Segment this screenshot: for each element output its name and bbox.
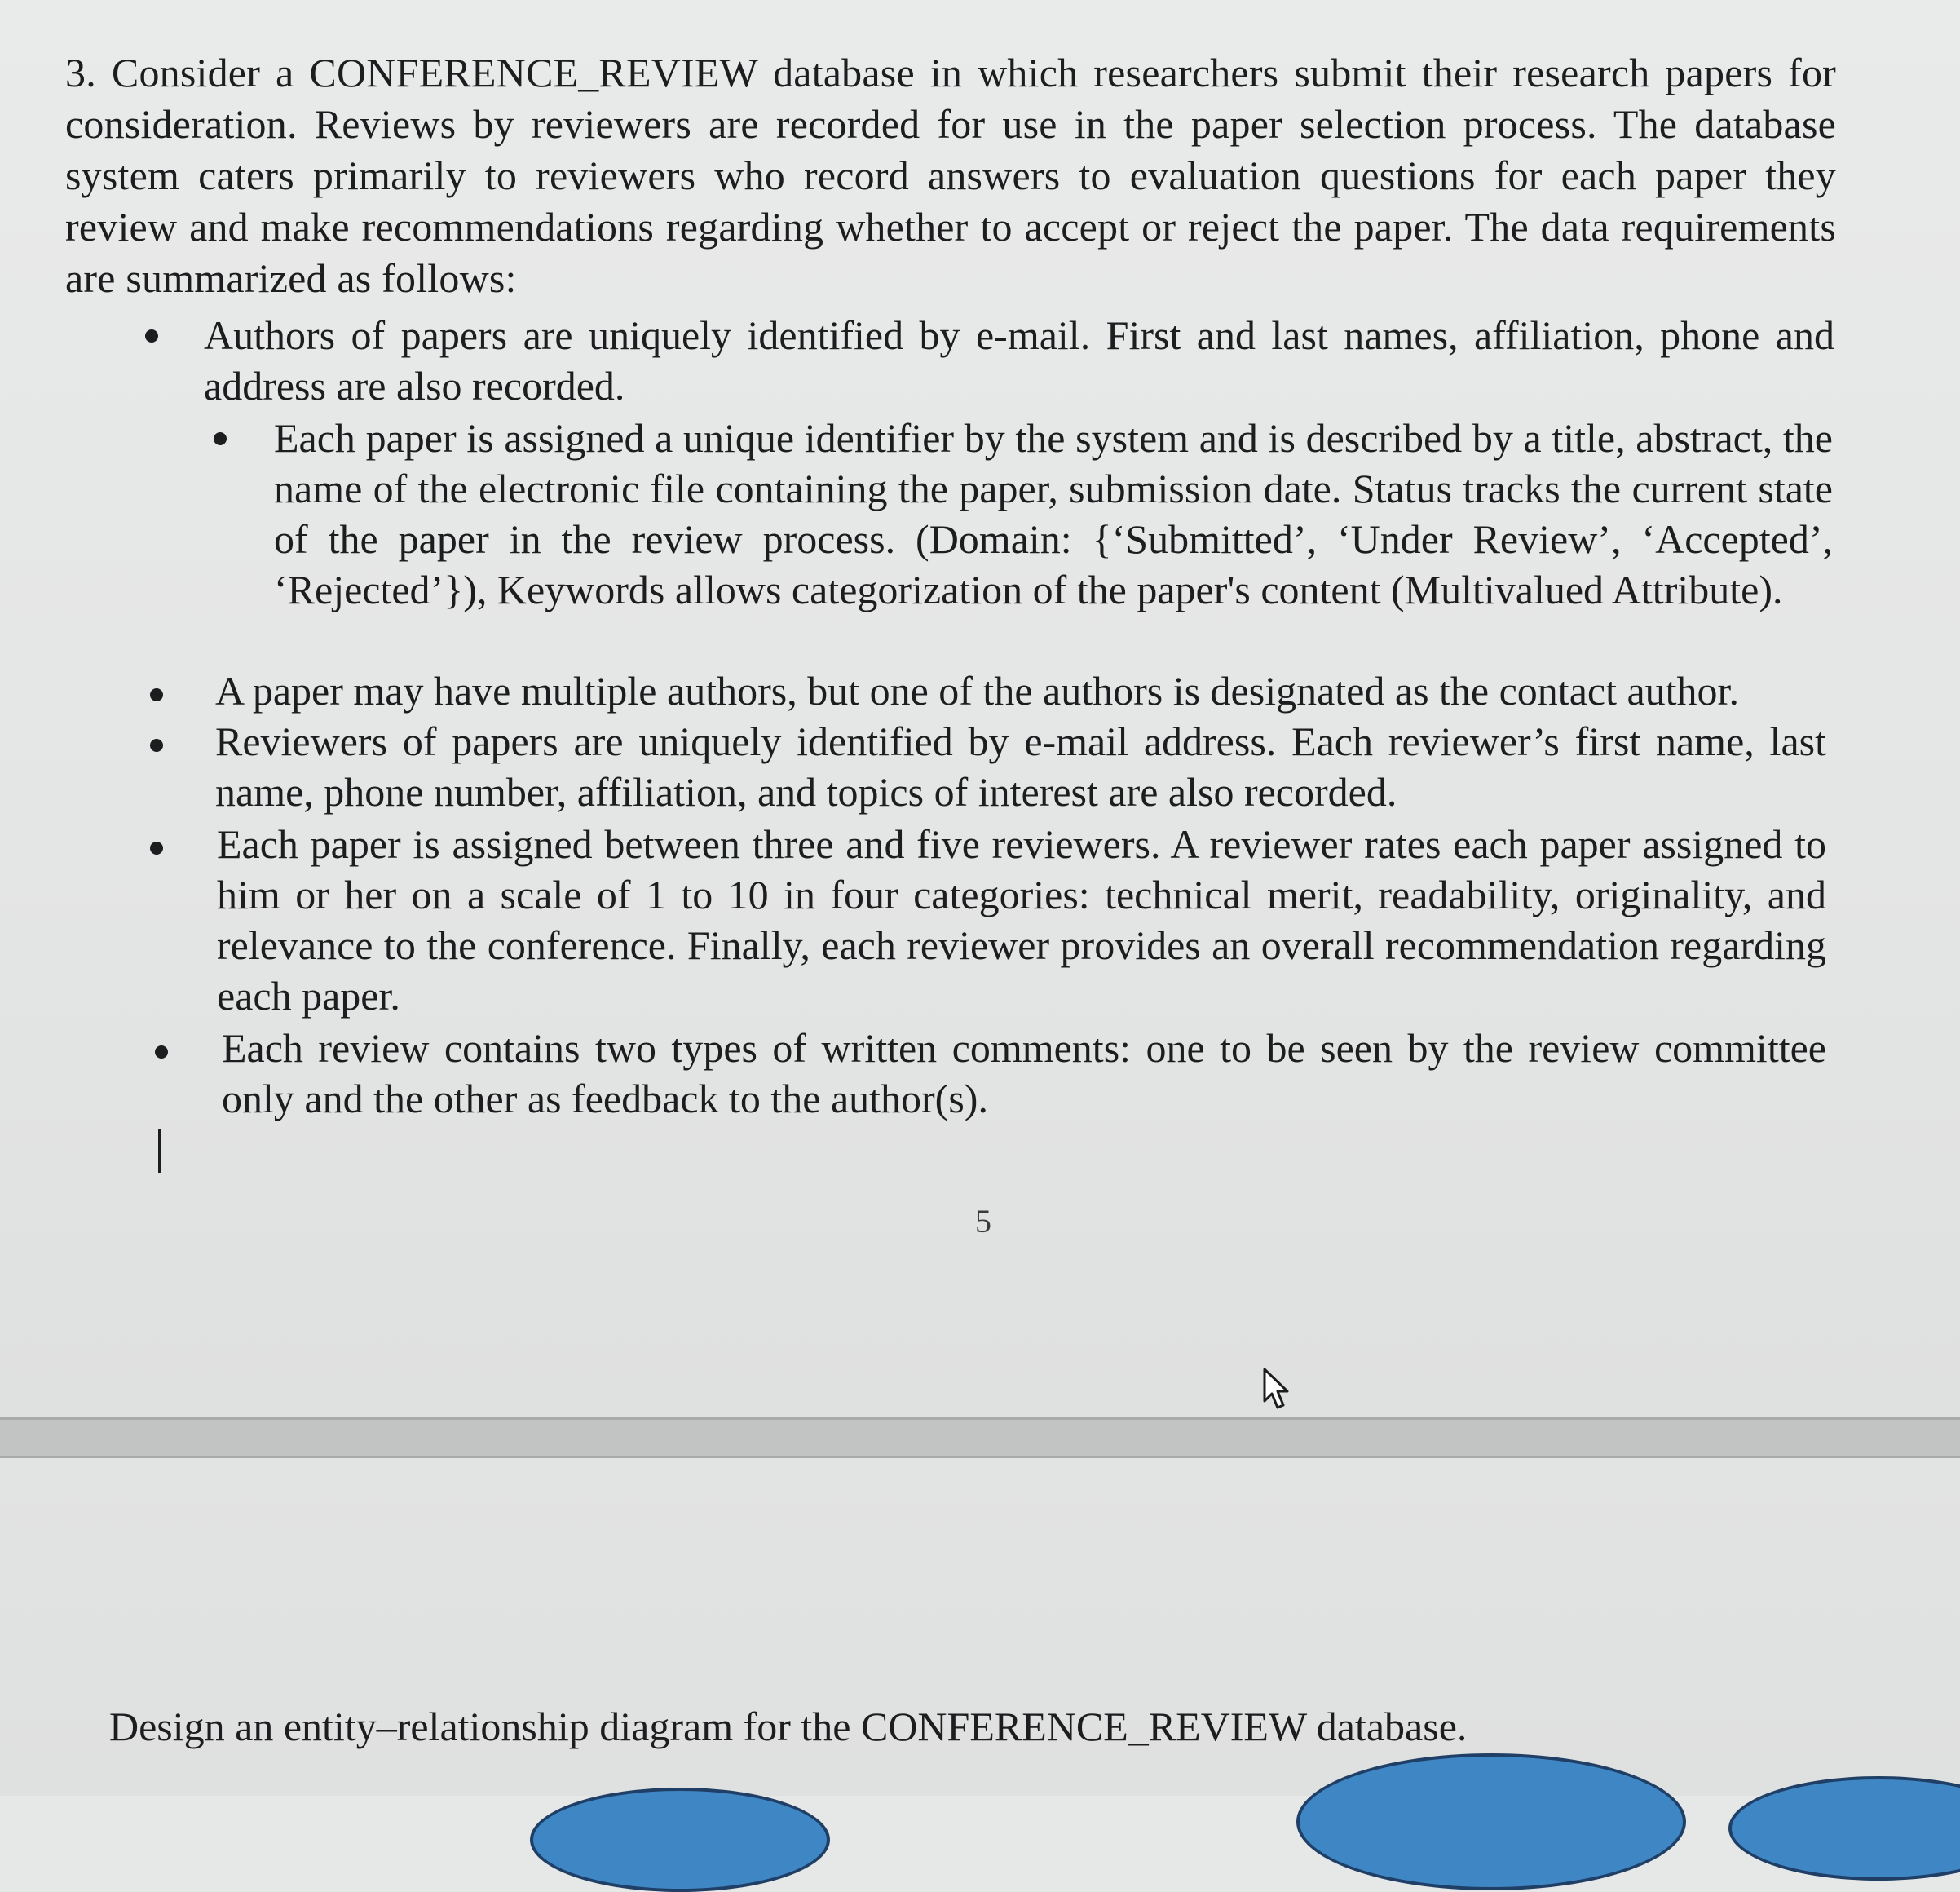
mouse-pointer-icon bbox=[1262, 1367, 1291, 1412]
bullet-dot-icon bbox=[155, 1045, 168, 1059]
bullet-review-ratings[interactable]: Each paper is assigned between three and five reviewers. A reviewer rates each paper assigned to him or her on a scale of 1 to 10 in four categories: technical merit, readability, originality, and relevance to the conference. Finally, each reviewer provides an overall recommendation regarding each paper. bbox=[217, 821, 1826, 1019]
text-cursor-caret bbox=[158, 1129, 161, 1173]
bullet-dot-icon bbox=[150, 842, 163, 855]
design-erd-prompt[interactable]: Design an entity–relationship diagram for the CONFERENCE_REVIEW database. bbox=[109, 1704, 1468, 1749]
page-number: 5 bbox=[975, 1203, 991, 1240]
bullet-paper-attributes[interactable]: Each paper is assigned a unique identifier by the system and is described by a title, abstract, the name of the electronic file containing the paper, submission date. Status tracks the current state of the paper in the review process. (Domain: {‘Submitted’, ‘Under Review’, ‘Accepted’, ‘Rejected’}), Keywords allows categorization of the paper's content (Multivalued Attribute). bbox=[274, 415, 1833, 612]
bullet-multiple-authors[interactable]: A paper may have multiple authors, but one of the authors is designated as the contact author. bbox=[215, 668, 1739, 714]
bullet-reviewers[interactable]: Reviewers of papers are uniquely identified by e-mail address. Each reviewer’s first name, last name, phone number, affiliation, and topics of interest are also recorded. bbox=[215, 718, 1826, 815]
bullet-dot-icon bbox=[150, 688, 163, 701]
taskbar-bubble bbox=[1296, 1753, 1686, 1890]
bullet-dot-icon bbox=[150, 739, 163, 752]
taskbar-bubble bbox=[530, 1788, 830, 1892]
bullet-dot-icon bbox=[214, 432, 227, 445]
page-break-separator bbox=[0, 1417, 1960, 1458]
bullet-review-comments[interactable]: Each review contains two types of written comments: one to be seen by the review committee only and the other as feedback to the author(s). bbox=[222, 1025, 1826, 1121]
bullet-dot-icon bbox=[145, 329, 158, 343]
question-intro-paragraph[interactable]: 3. Consider a CONFERENCE_REVIEW database in which researchers submit their research papers for consideration. Reviews by reviewers are recorded for use in the paper selection process. The database system caters primarily to reviewers who record answers to evaluation questions for each paper they review and make recommendations regarding whether to accept or reject the paper. The data requirements are summarized as follows: bbox=[65, 50, 1836, 301]
bullet-authors[interactable]: Authors of papers are uniquely identified by e-mail. First and last names, affiliation, phone and address are also recorded. bbox=[204, 312, 1834, 409]
